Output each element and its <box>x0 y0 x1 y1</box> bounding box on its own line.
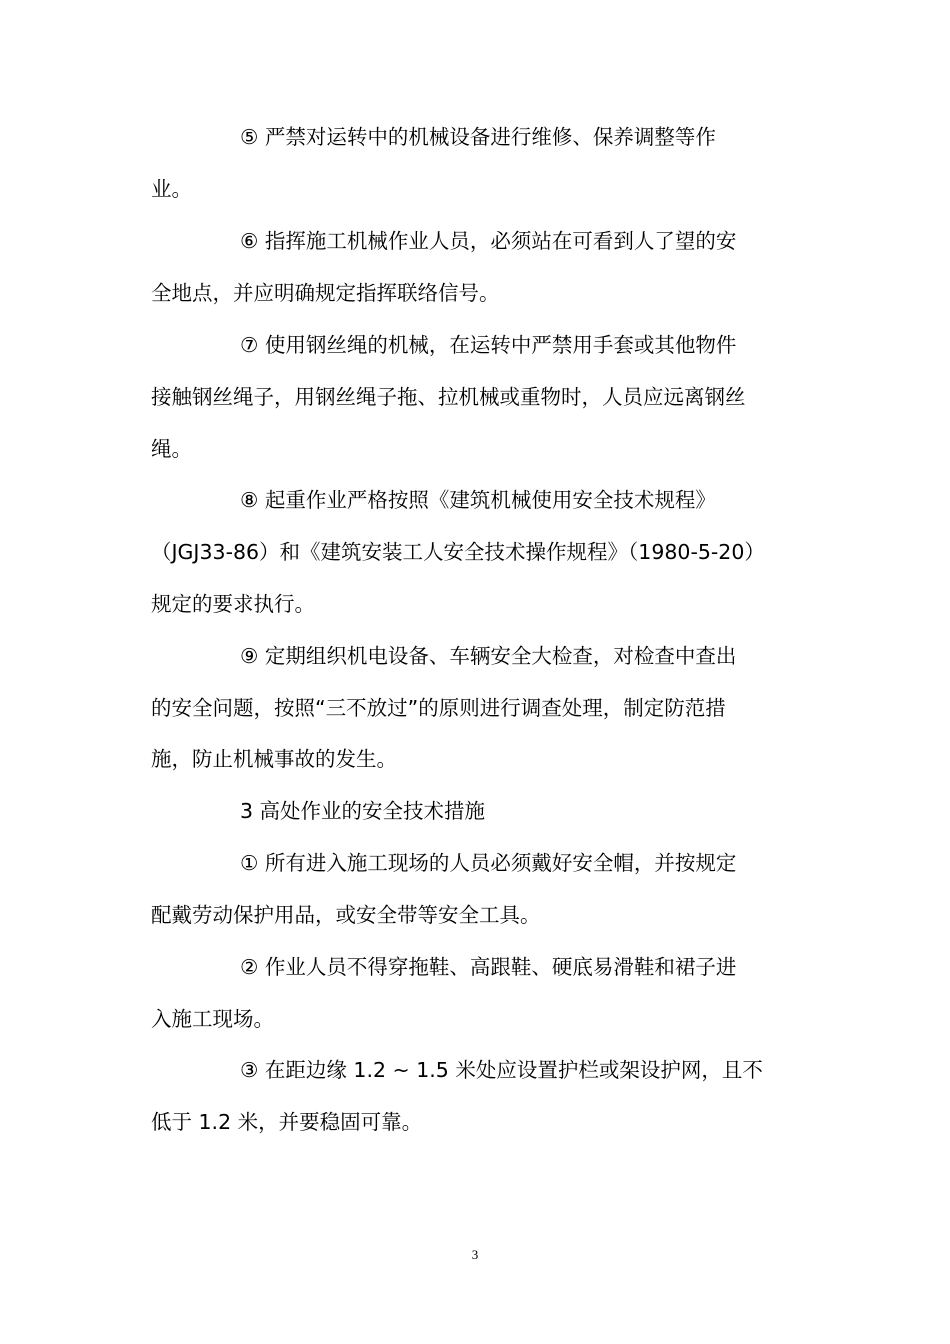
paragraph-7-line-3: 绳。 <box>151 437 192 461</box>
paragraph-5-line-2: 业。 <box>151 177 192 201</box>
paragraph-8-line-2: （JGJ33-86）和《建筑安装工人安全技术操作规程》（1980-5-20） <box>151 540 765 564</box>
paragraph-9-line-1: ⑨ 定期组织机电设备、车辆安全大检查，对检查中查出 <box>240 644 737 668</box>
paragraph-9-line-3: 施，防止机械事故的发生。 <box>151 747 397 771</box>
paragraph-9-line-2: 的安全问题，按照“三不放过”的原则进行调查处理，制定防范措 <box>151 696 726 720</box>
paragraph-5-line-1: ⑤ 严禁对运转中的机械设备进行维修、保养调整等作 <box>240 125 716 149</box>
paragraph-8-line-1: ⑧ 起重作业严格按照《建筑机械使用安全技术规程》 <box>240 488 716 512</box>
item-3-line-2: 低于 1.2 米，并要稳固可靠。 <box>151 1110 423 1134</box>
section-heading: 3 高处作业的安全技术措施 <box>240 799 486 823</box>
paragraph-7-line-2: 接触钢丝绳子，用钢丝绳子拖、拉机械或重物时，人员应远离钢丝 <box>151 385 746 409</box>
page-number: 3 <box>471 1247 479 1262</box>
paragraph-6-line-1: ⑥ 指挥施工机械作业人员，必须站在可看到人了望的安 <box>240 229 737 253</box>
paragraph-6-line-2: 全地点，并应明确规定指挥联络信号。 <box>151 281 500 305</box>
item-2-line-1: ② 作业人员不得穿拖鞋、高跟鞋、硬底易滑鞋和裙子进 <box>240 955 737 979</box>
item-1-line-1: ① 所有进入施工现场的人员必须戴好安全帽，并按规定 <box>240 851 737 875</box>
paragraph-8-line-3: 规定的要求执行。 <box>151 592 315 616</box>
item-2-line-2: 入施工现场。 <box>151 1007 274 1031</box>
item-1-line-2: 配戴劳动保护用品，或安全带等安全工具。 <box>151 903 541 927</box>
item-3-line-1: ③ 在距边缘 1.2 ~ 1.5 米处应设置护栏或架设护网，且不 <box>240 1058 763 1082</box>
paragraph-7-line-1: ⑦ 使用钢丝绳的机械，在运转中严禁用手套或其他物件 <box>240 333 737 357</box>
